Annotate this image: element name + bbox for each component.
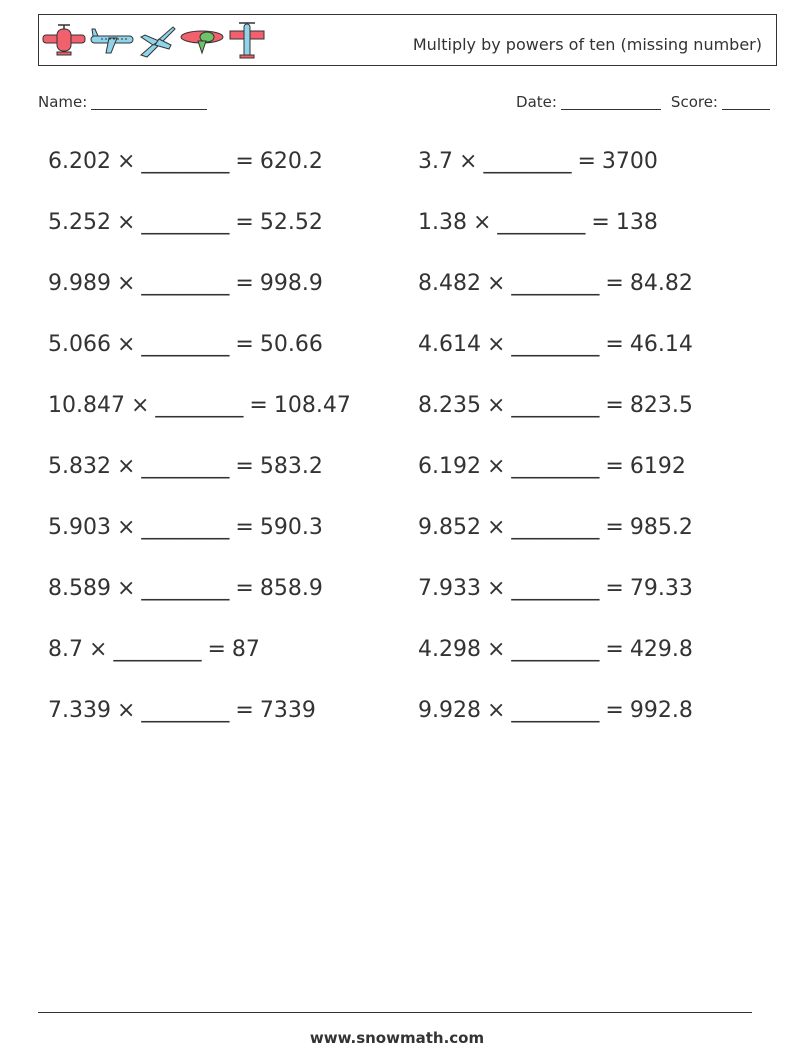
answer-blank[interactable]: ________ (141, 210, 230, 235)
airliner-blue-icon (89, 23, 135, 59)
answer-blank[interactable]: ________ (511, 454, 600, 479)
problem-right-7 (418, 513, 693, 543)
equals-sign: = (235, 149, 254, 174)
times-symbol: × (130, 393, 150, 418)
times-symbol: × (116, 149, 136, 174)
problem-factor: 9.928 (418, 698, 481, 723)
problem-result: 590.3 (259, 515, 323, 540)
answer-blank[interactable]: ________ (141, 698, 230, 723)
problem-factor: 6.202 (48, 149, 111, 174)
name-field (38, 93, 207, 111)
problem-factor: 7.339 (48, 698, 111, 723)
equals-sign: = (605, 698, 624, 723)
times-symbol: × (116, 332, 136, 357)
problem-result: 138 (615, 210, 658, 235)
equals-sign: = (577, 149, 596, 174)
problem-factor: 10.847 (48, 393, 125, 418)
equals-sign: = (235, 210, 254, 235)
score-label: Score: (670, 93, 718, 111)
times-symbol: × (486, 332, 506, 357)
problem-right-9 (418, 635, 693, 665)
footer-divider (38, 1012, 752, 1013)
times-symbol: × (116, 271, 136, 296)
problem-left-8 (48, 574, 323, 604)
problem-result: 84.82 (629, 271, 693, 296)
answer-blank[interactable]: ________ (511, 393, 600, 418)
problem-result: 46.14 (629, 332, 693, 357)
answer-blank[interactable]: ________ (155, 393, 244, 418)
problem-factor: 5.903 (48, 515, 111, 540)
answer-blank[interactable]: ________ (141, 271, 230, 296)
answer-blank[interactable]: ________ (511, 576, 600, 601)
answer-blank[interactable]: ________ (511, 271, 600, 296)
equals-sign: = (605, 393, 624, 418)
problem-factor: 3.7 (418, 149, 453, 174)
problem-factor: 8.7 (48, 637, 83, 662)
answer-blank[interactable]: ________ (141, 332, 230, 357)
problem-result: 50.66 (259, 332, 323, 357)
problem-result: 79.33 (629, 576, 693, 601)
score-blank[interactable] (722, 94, 770, 110)
date-blank[interactable] (561, 94, 661, 110)
airplane-icons (41, 19, 269, 63)
times-symbol: × (116, 515, 136, 540)
problem-factor: 6.192 (418, 454, 481, 479)
equals-sign: = (235, 271, 254, 296)
problem-factor: 9.989 (48, 271, 111, 296)
problem-factor: 8.235 (418, 393, 481, 418)
problem-result: 52.52 (259, 210, 323, 235)
problem-right-2 (418, 208, 658, 238)
times-symbol: × (116, 210, 136, 235)
answer-blank[interactable]: ________ (141, 576, 230, 601)
header-box (38, 14, 777, 66)
equals-sign: = (207, 637, 226, 662)
problem-right-3 (418, 269, 693, 299)
times-symbol: × (486, 515, 506, 540)
answer-blank[interactable]: ________ (141, 515, 230, 540)
problem-factor: 8.482 (418, 271, 481, 296)
times-symbol: × (486, 454, 506, 479)
problem-left-10 (48, 696, 316, 726)
answer-blank[interactable]: ________ (113, 637, 202, 662)
problem-result: 108.47 (273, 393, 351, 418)
answer-blank[interactable]: ________ (511, 698, 600, 723)
footer-url: www.snowmath.com (309, 1029, 485, 1047)
problem-result: 823.5 (629, 393, 693, 418)
date-score-fields (516, 93, 770, 111)
problem-factor: 8.589 (48, 576, 111, 601)
jet-blue-icon (137, 23, 177, 59)
problem-factor: 4.298 (418, 637, 481, 662)
problem-right-1 (418, 147, 658, 177)
times-symbol: × (116, 698, 136, 723)
times-symbol: × (116, 576, 136, 601)
problem-result: 998.9 (259, 271, 323, 296)
problem-left-6 (48, 452, 323, 482)
problem-factor: 5.066 (48, 332, 111, 357)
equals-sign: = (591, 210, 610, 235)
airplane-red-icon (41, 23, 87, 59)
equals-sign: = (605, 515, 624, 540)
problem-left-2 (48, 208, 323, 238)
problem-right-5 (418, 391, 693, 421)
problem-result: 87 (231, 637, 260, 662)
problem-result: 429.8 (629, 637, 693, 662)
times-symbol: × (486, 637, 506, 662)
date-label: Date: (516, 93, 557, 111)
equals-sign: = (605, 637, 624, 662)
problem-result: 985.2 (629, 515, 693, 540)
equals-sign: = (605, 271, 624, 296)
times-symbol: × (486, 576, 506, 601)
problem-result: 583.2 (259, 454, 323, 479)
answer-blank[interactable]: ________ (511, 515, 600, 540)
airplane-red-green-icon (179, 23, 225, 59)
times-symbol: × (472, 210, 492, 235)
problem-factor: 7.933 (418, 576, 481, 601)
problem-factor: 5.252 (48, 210, 111, 235)
equals-sign: = (605, 454, 624, 479)
answer-blank[interactable]: ________ (511, 637, 600, 662)
problem-result: 858.9 (259, 576, 323, 601)
problem-right-10 (418, 696, 693, 726)
times-symbol: × (486, 393, 506, 418)
problem-left-9 (48, 635, 260, 665)
problem-factor: 5.832 (48, 454, 111, 479)
times-symbol: × (89, 637, 108, 662)
problem-factor: 4.614 (418, 332, 481, 357)
problem-left-4 (48, 330, 323, 360)
problem-right-6 (418, 452, 686, 482)
problem-left-3 (48, 269, 323, 299)
answer-blank[interactable]: ________ (141, 149, 230, 174)
equals-sign: = (235, 515, 254, 540)
problem-left-7 (48, 513, 323, 543)
problem-result: 620.2 (259, 149, 323, 174)
times-symbol: × (116, 454, 136, 479)
equals-sign: = (605, 576, 624, 601)
problem-result: 3700 (601, 149, 658, 174)
times-symbol: × (486, 271, 506, 296)
problem-result: 7339 (259, 698, 316, 723)
equals-sign: = (235, 332, 254, 357)
problem-factor: 1.38 (418, 210, 467, 235)
problem-left-1 (48, 147, 323, 177)
times-symbol: × (486, 698, 506, 723)
answer-blank[interactable]: ________ (141, 454, 230, 479)
answer-blank[interactable]: ________ (511, 332, 600, 357)
problem-factor: 9.852 (418, 515, 481, 540)
problem-result: 992.8 (629, 698, 693, 723)
problem-right-4 (418, 330, 693, 360)
equals-sign: = (235, 576, 254, 601)
times-symbol: × (459, 149, 478, 174)
problem-left-5 (48, 391, 351, 421)
equals-sign: = (605, 332, 624, 357)
airplane-cross-icon (227, 21, 267, 61)
equals-sign: = (235, 698, 254, 723)
equals-sign: = (235, 454, 254, 479)
problem-result: 6192 (629, 454, 686, 479)
answer-blank[interactable]: ________ (483, 149, 572, 174)
answer-blank[interactable]: ________ (497, 210, 586, 235)
page-title: Multiply by powers of ten (missing number) (412, 35, 762, 54)
problem-right-8 (418, 574, 693, 604)
equals-sign: = (249, 393, 268, 418)
name-blank[interactable] (91, 94, 207, 110)
name-label: Name: (38, 93, 88, 111)
